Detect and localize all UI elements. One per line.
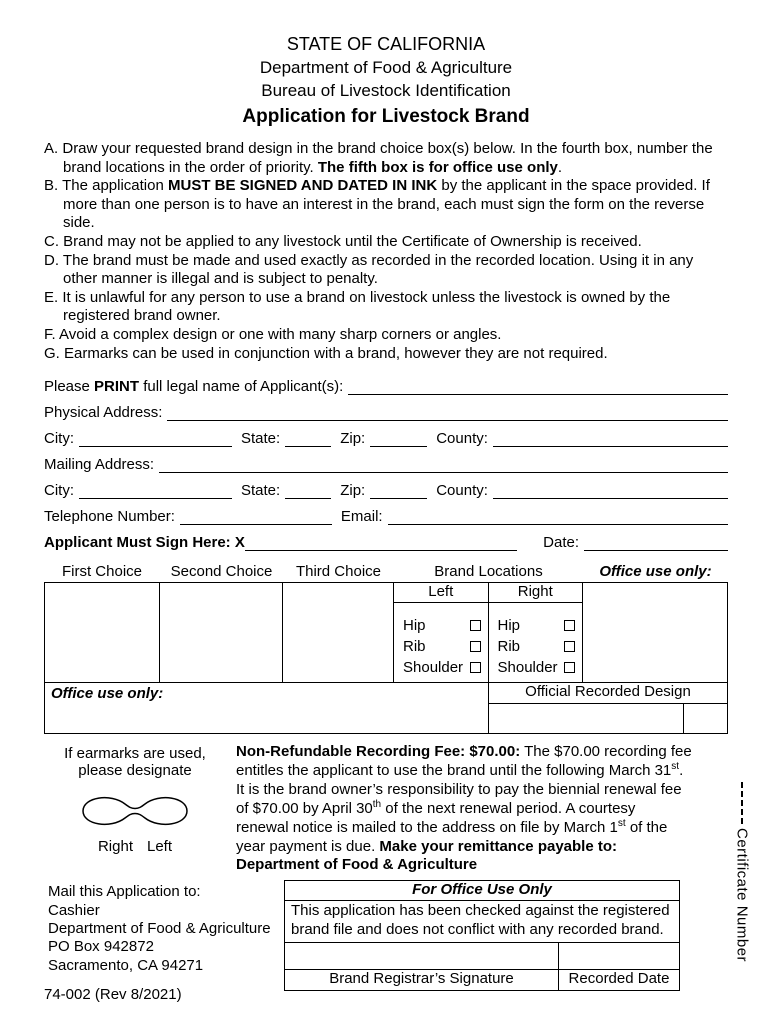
recorded-design-space	[489, 704, 683, 733]
office-box-label-row	[285, 970, 679, 990]
fee-paragraph	[226, 743, 728, 875]
rib-left-checkbox[interactable]	[470, 641, 481, 652]
instruction-bold-text: MUST BE SIGNED AND DATED IN INK	[168, 177, 438, 195]
mail-to-label: Mail this Application to:	[48, 883, 201, 901]
recorded-design-stamp-box	[683, 704, 727, 733]
ordinal-suffix: st	[617, 817, 626, 829]
signature-row	[44, 525, 728, 551]
applicant-name-label	[44, 378, 343, 395]
instruction-d	[44, 252, 728, 289]
left-locations-column	[394, 603, 489, 682]
county-label: County:	[436, 430, 488, 448]
mail-office-section	[44, 880, 728, 991]
city-label: City:	[44, 430, 74, 448]
instructions-list	[44, 140, 728, 363]
rib-left-row	[403, 636, 481, 657]
instruction-text: Earmarks can be used in conjunction with a brand, however they are not required.	[64, 344, 608, 362]
earmark-fee-section	[44, 743, 728, 875]
earmark-note-line2: please designate	[78, 762, 192, 780]
fee-text: . It is the brand owner’s responsibility to pay the biennial renewal fee of $70.00 by April 30	[236, 762, 684, 817]
instruction-letter: B.	[44, 177, 59, 195]
instruction-letter: D.	[44, 251, 59, 269]
first-choice-header: First Choice	[61, 563, 143, 581]
for-office-use-only-box	[284, 880, 680, 991]
brand-table-main-row	[45, 583, 727, 683]
instruction-letter: E.	[44, 288, 59, 306]
fee-text: of the next renewal period. A courtesy renewal notice is mailed to the address on file by March 1	[236, 799, 636, 836]
left-column-header: Left	[394, 583, 489, 602]
physical-state-input-line[interactable]	[285, 428, 331, 447]
physical-city-row	[44, 421, 728, 447]
left-ear-label: Left	[147, 838, 173, 856]
shoulder-right-checkbox[interactable]	[564, 662, 575, 673]
shoulder-left-row	[403, 657, 481, 678]
right-ear-label: Right	[97, 838, 133, 856]
date-label: Date:	[543, 534, 579, 552]
form-number-footer: 74-002 (Rev 8/2021)	[44, 986, 182, 1003]
mailing-city-input-line[interactable]	[79, 480, 232, 499]
shoulder-right-row	[498, 657, 576, 678]
applicant-name-input-line[interactable]	[348, 376, 728, 395]
rib-right-row	[498, 636, 576, 657]
mail-recipient: Cashier	[48, 901, 100, 919]
hip-left-checkbox[interactable]	[470, 620, 481, 631]
shoulder-label: Shoulder	[497, 659, 558, 677]
email-label: Email:	[340, 508, 383, 526]
office-use-drawing-box	[583, 583, 727, 682]
recorded-date-space	[559, 943, 679, 969]
telephone-email-row	[44, 499, 728, 525]
rib-label: Rib	[403, 638, 426, 656]
instruction-letter: F.	[44, 325, 56, 343]
instruction-text: Brand may not be applied to any livestock until the Certificate of Ownership is received.	[63, 232, 642, 250]
hip-label: Hip	[403, 617, 426, 635]
third-choice-header: Third Choice	[295, 563, 382, 581]
second-choice-header: Second Choice	[170, 563, 273, 581]
physical-address-label: Physical Address:	[44, 404, 163, 422]
recorded-date-label: Recorded Date	[568, 969, 670, 987]
mailing-address-label: Mailing Address:	[44, 456, 155, 474]
instruction-letter: G.	[44, 344, 60, 362]
first-choice-box[interactable]	[45, 583, 160, 682]
instruction-text: Draw your requested brand design in the brand choice box(s) below. In the fourth box, number the brand locations in the order of priority.	[62, 140, 713, 176]
instruction-a	[44, 140, 728, 177]
brand-table-body	[44, 582, 728, 734]
date-input-line[interactable]	[584, 532, 728, 551]
physical-address-row	[44, 395, 728, 421]
hip-right-row	[498, 615, 576, 636]
brand-table-bottom-row	[45, 683, 727, 733]
earmark-note-line1: If earmarks are used,	[64, 745, 206, 763]
label-text: Please	[44, 378, 95, 396]
instruction-text: The application	[62, 177, 168, 195]
office-box-blank-row	[285, 943, 679, 970]
hip-label: Hip	[497, 617, 521, 635]
locations-checkbox-area	[394, 603, 582, 682]
mailing-instructions	[44, 880, 284, 991]
instruction-bold-text: The fifth box is for office use only	[317, 158, 558, 176]
form-title: Application for Livestock Brand	[242, 106, 530, 127]
instruction-text: The brand must be made and used exactly as recorded in the recorded location. Using it in any other manner is illegal and is subject to penalty.	[62, 251, 694, 288]
city-label: City:	[44, 482, 74, 500]
sign-here-label: Applicant Must Sign Here: X	[44, 534, 245, 552]
physical-county-input-line[interactable]	[493, 428, 728, 447]
remittance-emphasis: Make your remittance payable to: Department of Food & Agriculture	[236, 837, 617, 874]
instruction-letter: C.	[44, 232, 59, 250]
physical-address-input-line[interactable]	[167, 402, 728, 421]
brand-table-header	[44, 561, 728, 580]
certificate-number-label: Certificate Number	[733, 828, 751, 963]
official-recorded-design-cell	[489, 683, 727, 733]
state-label: State:	[241, 482, 281, 500]
instruction-text: Avoid a complex design or one with many sharp corners or angles.	[59, 325, 502, 343]
hip-right-checkbox[interactable]	[564, 620, 575, 631]
label-text: full legal name of Applicant(s):	[139, 378, 344, 396]
shoulder-label: Shoulder	[403, 659, 464, 677]
state-label: State:	[241, 430, 281, 448]
telephone-label: Telephone Number:	[44, 508, 175, 526]
brand-locations-header: Brand Locations	[434, 563, 543, 581]
office-box-title: For Office Use Only	[285, 881, 679, 901]
instruction-text: It is unlawful for any person to use a brand on livestock unless the livestock is owned by the registered brand owner.	[62, 288, 671, 325]
dashed-cut-line	[741, 782, 743, 824]
state-heading: STATE OF CALIFORNIA	[286, 34, 486, 54]
physical-city-input-line[interactable]	[79, 428, 232, 447]
rib-right-checkbox[interactable]	[564, 641, 575, 652]
signature-input-line[interactable]	[245, 532, 517, 551]
mailing-state-input-line[interactable]	[285, 480, 331, 499]
zip-label: Zip:	[340, 430, 366, 448]
second-choice-box[interactable]	[160, 583, 283, 682]
mail-po-box: PO Box 942872	[48, 938, 154, 956]
brand-choice-table	[44, 561, 728, 734]
fee-title: Non-Refundable Recording Fee: $70.00:	[236, 743, 521, 761]
ordinal-suffix: th	[372, 798, 382, 810]
applicant-fields	[44, 369, 728, 551]
department-heading: Department of Food & Agriculture	[259, 58, 513, 77]
third-choice-box[interactable]	[283, 583, 394, 682]
registrar-signature-space	[285, 943, 559, 969]
office-use-only-header: Office use only:	[599, 563, 712, 581]
bureau-heading: Bureau of Livestock Identification	[261, 81, 511, 100]
mailing-zip-input-line[interactable]	[370, 480, 427, 499]
mailing-city-row	[44, 473, 728, 499]
fee-text: of the year payment is due.	[236, 818, 668, 855]
mail-department: Department of Food & Agriculture	[48, 919, 271, 937]
print-emphasis: PRINT	[94, 378, 140, 396]
right-left-labels	[44, 838, 226, 855]
mail-city-state-zip: Sacramento, CA 94271	[48, 956, 204, 974]
left-right-subheader	[394, 583, 582, 603]
instruction-text: by the applicant in the space provided. If more than one person is to have an interest in the brand, each must sign the form on the reverse side.	[63, 177, 710, 232]
email-input-line[interactable]	[388, 506, 728, 525]
right-column-header: Right	[517, 583, 553, 601]
official-recorded-design-label: Official Recorded Design	[489, 683, 727, 704]
applicant-name-row	[44, 369, 728, 395]
brand-locations-cell	[394, 583, 583, 682]
mailing-county-input-line[interactable]	[493, 480, 728, 499]
county-label: County:	[436, 482, 488, 500]
mailing-address-row	[44, 447, 728, 473]
zip-label: Zip:	[340, 482, 366, 500]
certificate-number-sidebar	[726, 782, 758, 962]
rib-label: Rib	[497, 638, 521, 656]
earmark-diagram[interactable]	[75, 788, 195, 834]
instruction-letter: A.	[44, 140, 59, 157]
instruction-b	[44, 177, 728, 233]
physical-zip-input-line[interactable]	[370, 428, 427, 447]
ordinal-suffix: st	[671, 761, 680, 773]
right-locations-column	[489, 603, 583, 682]
recorded-design-body	[489, 704, 727, 733]
shoulder-left-checkbox[interactable]	[470, 662, 481, 673]
telephone-input-line[interactable]	[180, 506, 332, 525]
instruction-g	[44, 345, 728, 364]
registrar-signature-label: Brand Registrar’s Signature	[285, 970, 559, 990]
instruction-c	[44, 233, 728, 252]
instruction-e	[44, 289, 728, 326]
office-box-statement: This application has been checked against the registered brand file and does not conflict with any recorded brand.	[285, 901, 679, 943]
mailing-address-input-line[interactable]	[159, 454, 728, 473]
fee-text: The $70.00 recording fee entitles the applicant to use the brand until the following March 31	[236, 743, 692, 780]
earmark-section	[44, 743, 226, 875]
hip-left-row	[403, 615, 481, 636]
instruction-text: .	[557, 158, 563, 176]
instruction-f	[44, 326, 728, 345]
office-use-only-cell: Office use only:	[45, 683, 489, 733]
